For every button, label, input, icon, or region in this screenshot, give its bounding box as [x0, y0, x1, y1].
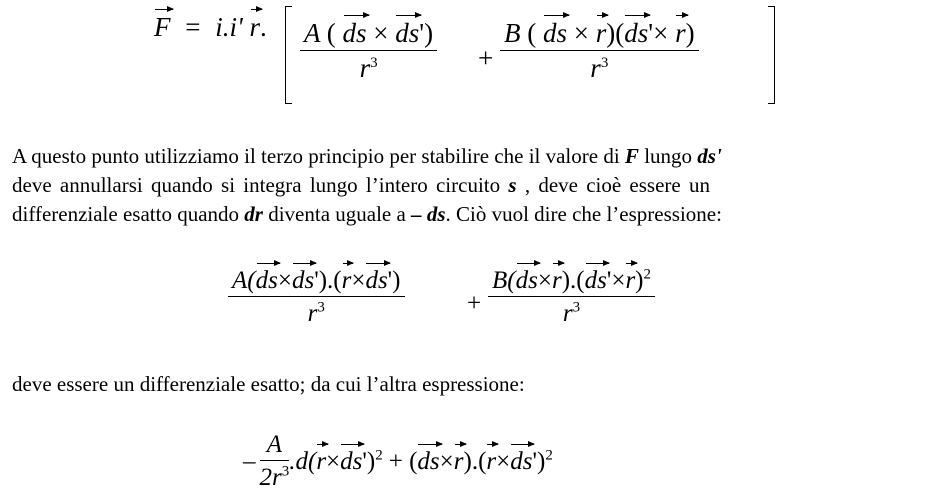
bold-dr: dr [244, 202, 263, 226]
paren-close: ) [635, 267, 644, 294]
times: × [439, 447, 454, 475]
vector-ds: ds [543, 18, 568, 48]
times: '× [648, 18, 669, 48]
vector-r: r [453, 447, 464, 475]
times: × [496, 447, 511, 475]
paragraph-1 [12, 142, 926, 229]
paren-close: ') [419, 18, 434, 48]
eq2-denominator-1 [228, 297, 405, 326]
paragraph-1-line-1 [12, 142, 926, 171]
eq2-fraction-1 [228, 268, 405, 326]
paren-close: ') [387, 267, 401, 294]
bold-s: s [508, 173, 517, 197]
times: '× [606, 267, 626, 294]
eq3-numerator: A [260, 432, 290, 461]
eq1-numerator-2 [500, 20, 699, 51]
times: × [537, 267, 552, 294]
text: , deve cioè essere un [516, 173, 710, 197]
bold-minus-ds: – ds [411, 202, 446, 226]
eq2-plus: + [467, 290, 482, 317]
exponent: 2 [375, 447, 383, 464]
dot-paren: ).( [463, 447, 487, 475]
vector-ds: ds [417, 447, 440, 475]
exponent: 2 [545, 447, 553, 464]
coef-B: B [504, 18, 521, 48]
eq1-plus: + [478, 43, 494, 73]
vector-r: r [486, 447, 497, 475]
times: × [373, 18, 389, 48]
vector-ds-prime: ds [584, 267, 607, 294]
exponent: 3 [600, 55, 609, 71]
vector-r: r [675, 18, 686, 48]
exponent: 3 [370, 55, 378, 71]
eq3-fraction [260, 432, 290, 490]
eq1-fraction-1 [300, 20, 437, 82]
paragraph-1-line-3 [12, 200, 926, 229]
equals-sign: = [185, 12, 201, 42]
paren: ( [527, 18, 537, 48]
vector-ds-prime: ds [365, 267, 388, 294]
eq1-denominator-2 [500, 51, 699, 82]
times: × [277, 267, 292, 294]
equation-force [154, 14, 267, 41]
bold-ds: ds' [697, 144, 722, 168]
minus: – [243, 447, 256, 475]
vector-ds-prime: ds [510, 447, 533, 475]
plus-paren: + ( [388, 447, 418, 475]
vector-ds-prime: ds [395, 18, 420, 48]
vector-ds-prime: ds [291, 267, 315, 294]
vector-ds: ds [342, 18, 367, 48]
vector-r: r [551, 267, 562, 294]
times: × [326, 447, 341, 475]
paragraph-2: deve essere un differenziale esatto; da cui l’altra espressione: [12, 372, 525, 396]
equation-3 [243, 432, 553, 490]
paragraph-1-line-2 [12, 171, 926, 200]
coef-B: B( [492, 267, 516, 294]
vector-r: r [341, 267, 352, 294]
coef-A: A [304, 18, 321, 48]
left-bracket [285, 6, 292, 104]
eq2-numerator-2 [488, 268, 655, 297]
vector-r: r [625, 267, 636, 294]
eq3-denominator [260, 461, 290, 490]
paren: ( [326, 18, 336, 48]
vector-r: r [249, 12, 261, 42]
vector-r: r [316, 447, 327, 475]
paren-close: ) [685, 18, 695, 48]
eq2-denominator-2 [488, 297, 655, 326]
eq1-denominator-1 [300, 51, 437, 82]
exponent: 3 [572, 299, 581, 316]
d-paren: .d( [289, 447, 317, 475]
exponent: 2 [643, 266, 651, 283]
bold-F: F [624, 144, 639, 168]
vector-F: F [154, 12, 171, 42]
coef-A: A( [232, 267, 256, 294]
vector-ds: ds [255, 267, 278, 294]
text: deve annullarsi quando si integra lungo l’intero circuito [12, 173, 509, 197]
r: r [562, 300, 573, 327]
r: r [590, 53, 601, 83]
paren-close: ') [532, 447, 546, 475]
eq1-fraction-2 [500, 20, 699, 82]
times: × [573, 18, 589, 48]
times: × [351, 267, 366, 294]
eq1-numerator-1 [300, 20, 437, 51]
paren: )( [606, 18, 625, 48]
two-r: 2r [259, 464, 282, 491]
current-product: i.i' [215, 12, 243, 42]
vector-ds-prime: ds [340, 447, 363, 475]
text: differenziale esatto quando [12, 202, 245, 226]
exponent: 3 [281, 463, 290, 480]
paren-close: ') [362, 447, 376, 475]
r: r [307, 300, 318, 327]
text: diventa uguale a [262, 202, 412, 226]
vector-ds: ds [515, 267, 538, 294]
exponent: 3 [317, 299, 325, 316]
right-bracket [768, 6, 775, 104]
vector-r: r [595, 18, 607, 48]
text: lungo [638, 144, 698, 168]
vector-ds-prime: ds [624, 18, 649, 48]
eq3-body [289, 448, 553, 475]
r: r [359, 53, 371, 83]
text: A questo punto utilizziamo il terzo principio per stabilire che il valore di [12, 144, 625, 168]
dot: . [260, 12, 267, 42]
dot-paren: ).( [561, 267, 585, 294]
eq2-fraction-2 [488, 268, 655, 326]
text: . Ciò vuol dire che l’espressione: [445, 202, 722, 226]
dot-paren: ').( [314, 267, 342, 294]
eq2-numerator-1 [228, 268, 405, 297]
